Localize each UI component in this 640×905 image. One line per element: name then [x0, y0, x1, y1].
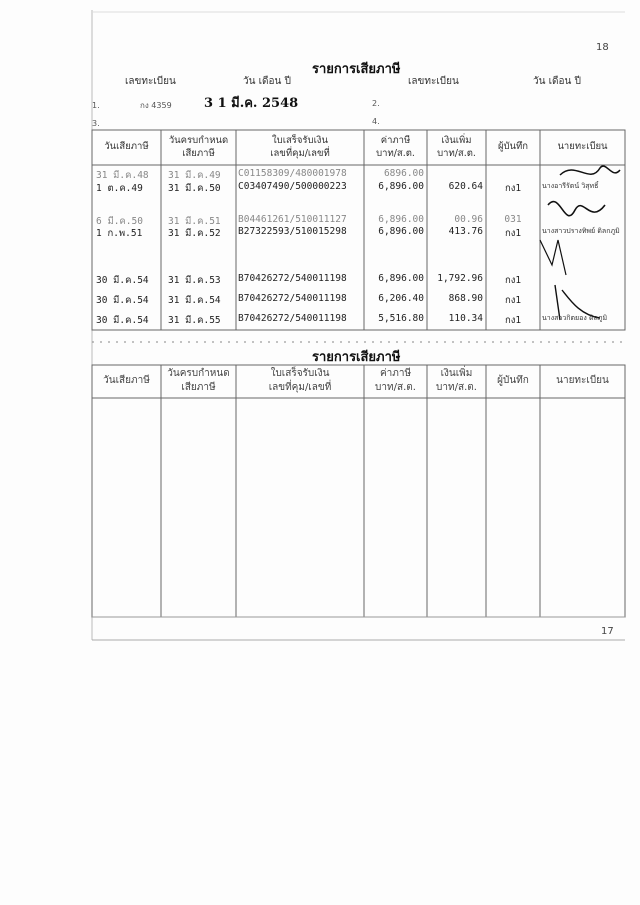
cell-receipt: B04461261/510011127 — [238, 214, 347, 225]
cell-recorder: 031 — [504, 214, 522, 225]
cell-due: 31 มี.ค.52 — [168, 228, 221, 239]
cell-receipt: B27322593/510015298 — [238, 226, 347, 237]
cell-paid: 30 มี.ค.54 — [96, 315, 149, 326]
row1-reg: กง 4359 — [140, 101, 172, 110]
cell-due: 31 มี.ค.50 — [168, 183, 221, 194]
table2-header-receipt: ใบเสร็จรับเงิน เลขที่คุม/เลขที่ — [268, 368, 332, 393]
cell-tax: 6,896.00 — [378, 226, 424, 237]
cell-receipt: B70426272/540011198 — [238, 273, 347, 284]
cell-due: 31 มี.ค.51 — [168, 216, 221, 227]
table1-header-paid: วันเสียภาษี — [104, 141, 149, 152]
table1-header-due: วันครบกำหนด เสียภาษี — [168, 135, 229, 159]
cell-paid: 31 มี.ค.48 — [96, 170, 149, 181]
cell-tax: 6,896.00 — [378, 273, 424, 284]
cell-recorder: กง1 — [504, 275, 522, 286]
page-title: รายการเสียภาษี — [312, 62, 401, 77]
row1-index: 1. — [92, 101, 100, 110]
cell-registrar: นางสาวกิตยอง ดิลภูมิ — [542, 314, 608, 322]
cell-paid: 30 มี.ค.54 — [96, 275, 149, 286]
date-header-left: วัน เดือน ปี — [243, 76, 291, 87]
cell-registrar: นางสาวปรางทิพย์ ดิลกภูมิ — [542, 227, 620, 235]
cell-receipt: C01158309/480001978 — [238, 168, 347, 179]
cell-receipt: C03407490/500000223 — [238, 181, 347, 192]
table1-header-recorder: ผู้บันทึก — [497, 141, 529, 152]
table2-header-tax: ค่าภาษี บาท/ส.ต. — [375, 368, 416, 393]
cell-extra: 110.34 — [448, 313, 483, 324]
cell-extra: 1,792.96 — [437, 273, 483, 284]
page-number-bottom: 17 — [601, 626, 614, 637]
table1-header-extra: เงินเพิ่ม บาท/ส.ต. — [437, 135, 476, 159]
table2-header-extra: เงินเพิ่ม บาท/ส.ต. — [436, 368, 477, 393]
cell-paid: 1 ต.ค.49 — [96, 183, 143, 194]
cell-tax: 6896.00 — [383, 168, 424, 179]
cell-receipt: B70426272/540011198 — [238, 293, 347, 304]
reg-header-right: เลขทะเบียน — [408, 76, 459, 87]
table2-header-due: วันครบกำหนด เสียภาษี — [167, 368, 230, 393]
cell-recorder: กง1 — [504, 315, 522, 326]
row4-index: 4. — [372, 117, 380, 126]
cell-recorder: กง1 — [504, 295, 522, 306]
cell-extra: 868.90 — [448, 293, 483, 304]
table2-header-paid: วันเสียภาษี — [103, 375, 150, 386]
table1-header-registrar: นายทะเบียน — [557, 141, 608, 152]
cell-extra: 00.96 — [454, 214, 483, 225]
cell-tax: 6,206.40 — [378, 293, 424, 304]
cell-recorder: กง1 — [504, 183, 522, 194]
cell-recorder: กง1 — [504, 228, 522, 239]
reg-header-left: เลขทะเบียน — [125, 76, 176, 87]
cell-extra: 620.64 — [448, 181, 483, 192]
table2-header-registrar: นายทะเบียน — [556, 375, 609, 386]
page-title-bottom: รายการเสียภาษี — [312, 350, 401, 365]
cell-due: 31 มี.ค.53 — [168, 275, 221, 286]
cell-paid: 30 มี.ค.54 — [96, 295, 149, 306]
cell-paid: 1 ก.พ.51 — [96, 228, 143, 239]
row1-date: 3 1 มี.ค. 2548 — [204, 96, 299, 111]
row3-index: 3. — [92, 119, 100, 128]
table1-header-receipt: ใบเสร็จรับเงิน เลขที่คุม/เลขที่ — [270, 135, 330, 159]
page-number-top: 18 — [596, 42, 609, 53]
cell-due: 31 มี.ค.54 — [168, 295, 221, 306]
table1-header-tax: ค่าภาษี บาท/ส.ต. — [376, 135, 415, 159]
cell-extra: 413.76 — [448, 226, 483, 237]
cell-tax: 6,896.00 — [378, 181, 424, 192]
cell-receipt: B70426272/540011198 — [238, 313, 347, 324]
cell-due: 31 มี.ค.55 — [168, 315, 221, 326]
cell-registrar: นางอารีรัตน์ วิสุทธิ์ — [542, 182, 599, 190]
row2-index: 2. — [372, 99, 380, 108]
table2-header-recorder: ผู้บันทึก — [497, 375, 529, 386]
cell-tax: 5,516.80 — [378, 313, 424, 324]
cell-tax: 6,896.00 — [378, 214, 424, 225]
cell-due: 31 มี.ค.49 — [168, 170, 221, 181]
date-header-right: วัน เดือน ปี — [533, 76, 581, 87]
cell-paid: 6 มี.ค.50 — [96, 216, 143, 227]
